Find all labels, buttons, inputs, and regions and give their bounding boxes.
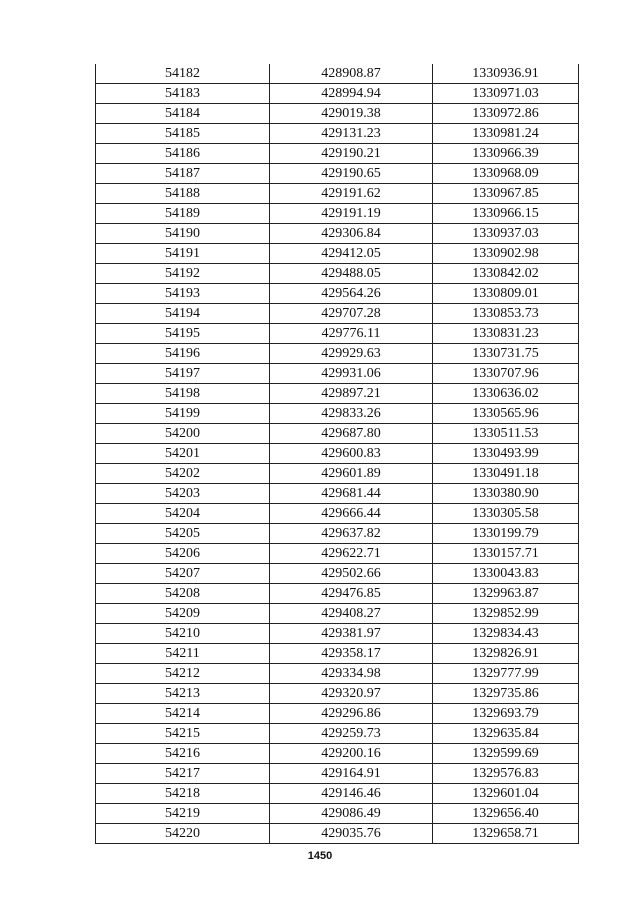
x-coordinate-cell: 429564.26: [270, 284, 433, 304]
table-row: [96, 604, 579, 624]
table-row: [96, 764, 579, 784]
x-coordinate-cell: 429637.82: [270, 524, 433, 544]
point-id-cell: 54201: [96, 444, 270, 464]
y-coordinate-cell: 1330199.79: [433, 524, 579, 544]
table-row: [96, 724, 579, 744]
x-coordinate-cell: 429687.80: [270, 424, 433, 444]
x-coordinate-cell: 429200.16: [270, 744, 433, 764]
point-id-cell: 54193: [96, 284, 270, 304]
table-row: [96, 244, 579, 264]
y-coordinate-cell: 1329656.40: [433, 804, 579, 824]
y-coordinate-cell: 1329576.83: [433, 764, 579, 784]
x-coordinate-cell: 429833.26: [270, 404, 433, 424]
point-id-cell: 54220: [96, 824, 270, 844]
y-coordinate-cell: 1329777.99: [433, 664, 579, 684]
y-coordinate-cell: 1330902.98: [433, 244, 579, 264]
table-row: [96, 164, 579, 184]
y-coordinate-cell: 1330831.23: [433, 324, 579, 344]
table-row: [96, 384, 579, 404]
point-id-cell: 54217: [96, 764, 270, 784]
point-id-cell: 54209: [96, 604, 270, 624]
y-coordinate-cell: 1329601.04: [433, 784, 579, 804]
x-coordinate-cell: 429296.86: [270, 704, 433, 724]
table-row: [96, 344, 579, 364]
y-coordinate-cell: 1330565.96: [433, 404, 579, 424]
x-coordinate-cell: 429488.05: [270, 264, 433, 284]
point-id-cell: 54207: [96, 564, 270, 584]
x-coordinate-cell: 429897.21: [270, 384, 433, 404]
point-id-cell: 54211: [96, 644, 270, 664]
point-id-cell: 54182: [96, 64, 270, 84]
table-row: [96, 224, 579, 244]
point-id-cell: 54200: [96, 424, 270, 444]
point-id-cell: 54197: [96, 364, 270, 384]
point-id-cell: 54219: [96, 804, 270, 824]
x-coordinate-cell: 429334.98: [270, 664, 433, 684]
x-coordinate-cell: 429600.83: [270, 444, 433, 464]
point-id-cell: 54208: [96, 584, 270, 604]
table-row: [96, 124, 579, 144]
table-row: [96, 184, 579, 204]
y-coordinate-cell: 1330380.90: [433, 484, 579, 504]
y-coordinate-cell: 1330493.99: [433, 444, 579, 464]
x-coordinate-cell: 429412.05: [270, 244, 433, 264]
x-coordinate-cell: 429086.49: [270, 804, 433, 824]
table-row: [96, 704, 579, 724]
y-coordinate-cell: 1330731.75: [433, 344, 579, 364]
y-coordinate-cell: 1330966.39: [433, 144, 579, 164]
point-id-cell: 54218: [96, 784, 270, 804]
y-coordinate-cell: 1330157.71: [433, 544, 579, 564]
point-id-cell: 54187: [96, 164, 270, 184]
x-coordinate-cell: 429190.65: [270, 164, 433, 184]
table-row: [96, 744, 579, 764]
coordinate-table: [95, 64, 579, 844]
table-row: [96, 444, 579, 464]
point-id-cell: 54195: [96, 324, 270, 344]
x-coordinate-cell: 428908.87: [270, 64, 433, 84]
y-coordinate-cell: 1330967.85: [433, 184, 579, 204]
x-coordinate-cell: 429019.38: [270, 104, 433, 124]
point-id-cell: 54216: [96, 744, 270, 764]
table-row: [96, 624, 579, 644]
y-coordinate-cell: 1330936.91: [433, 64, 579, 84]
x-coordinate-cell: 429476.85: [270, 584, 433, 604]
table-row: [96, 84, 579, 104]
table-row: [96, 424, 579, 444]
table-row: [96, 364, 579, 384]
x-coordinate-cell: 429408.27: [270, 604, 433, 624]
table-row: [96, 404, 579, 424]
point-id-cell: 54212: [96, 664, 270, 684]
y-coordinate-cell: 1330809.01: [433, 284, 579, 304]
table-row: [96, 664, 579, 684]
point-id-cell: 54204: [96, 504, 270, 524]
x-coordinate-cell: 428994.94: [270, 84, 433, 104]
x-coordinate-cell: 429306.84: [270, 224, 433, 244]
y-coordinate-cell: 1329735.86: [433, 684, 579, 704]
table-row: [96, 284, 579, 304]
table-row: [96, 644, 579, 664]
point-id-cell: 54203: [96, 484, 270, 504]
table-row: [96, 804, 579, 824]
table-row: [96, 564, 579, 584]
point-id-cell: 54191: [96, 244, 270, 264]
point-id-cell: 54206: [96, 544, 270, 564]
y-coordinate-cell: 1330707.96: [433, 364, 579, 384]
x-coordinate-cell: 429191.62: [270, 184, 433, 204]
x-coordinate-cell: 429164.91: [270, 764, 433, 784]
point-id-cell: 54199: [96, 404, 270, 424]
point-id-cell: 54210: [96, 624, 270, 644]
y-coordinate-cell: 1330971.03: [433, 84, 579, 104]
point-id-cell: 54188: [96, 184, 270, 204]
y-coordinate-cell: 1330305.58: [433, 504, 579, 524]
y-coordinate-cell: 1330981.24: [433, 124, 579, 144]
x-coordinate-cell: 429666.44: [270, 504, 433, 524]
point-id-cell: 54196: [96, 344, 270, 364]
coordinate-table-body: [96, 64, 579, 844]
y-coordinate-cell: 1330842.02: [433, 264, 579, 284]
x-coordinate-cell: 429035.76: [270, 824, 433, 844]
page-number: 1450: [307, 850, 333, 862]
point-id-cell: 54184: [96, 104, 270, 124]
point-id-cell: 54189: [96, 204, 270, 224]
x-coordinate-cell: 429358.17: [270, 644, 433, 664]
y-coordinate-cell: 1330043.83: [433, 564, 579, 584]
table-row: [96, 304, 579, 324]
y-coordinate-cell: 1330972.86: [433, 104, 579, 124]
x-coordinate-cell: 429381.97: [270, 624, 433, 644]
point-id-cell: 54205: [96, 524, 270, 544]
table-row: [96, 64, 579, 84]
point-id-cell: 54214: [96, 704, 270, 724]
table-row: [96, 264, 579, 284]
point-id-cell: 54215: [96, 724, 270, 744]
y-coordinate-cell: 1330636.02: [433, 384, 579, 404]
table-row: [96, 544, 579, 564]
point-id-cell: 54192: [96, 264, 270, 284]
y-coordinate-cell: 1330937.03: [433, 224, 579, 244]
table-row: [96, 104, 579, 124]
table-row: [96, 464, 579, 484]
x-coordinate-cell: 429190.21: [270, 144, 433, 164]
point-id-cell: 54202: [96, 464, 270, 484]
table-row: [96, 324, 579, 344]
point-id-cell: 54183: [96, 84, 270, 104]
point-id-cell: 54185: [96, 124, 270, 144]
y-coordinate-cell: 1330511.53: [433, 424, 579, 444]
table-row: [96, 504, 579, 524]
point-id-cell: 54190: [96, 224, 270, 244]
point-id-cell: 54198: [96, 384, 270, 404]
table-row: [96, 824, 579, 844]
table-row: [96, 584, 579, 604]
table-row: [96, 684, 579, 704]
table-row: [96, 524, 579, 544]
table-row: [96, 144, 579, 164]
point-id-cell: 54186: [96, 144, 270, 164]
y-coordinate-cell: 1330853.73: [433, 304, 579, 324]
x-coordinate-cell: 429502.66: [270, 564, 433, 584]
y-coordinate-cell: 1330968.09: [433, 164, 579, 184]
table-row: [96, 784, 579, 804]
x-coordinate-cell: 429146.46: [270, 784, 433, 804]
x-coordinate-cell: 429131.23: [270, 124, 433, 144]
x-coordinate-cell: 429601.89: [270, 464, 433, 484]
x-coordinate-cell: 429707.28: [270, 304, 433, 324]
y-coordinate-cell: 1329834.43: [433, 624, 579, 644]
y-coordinate-cell: 1329693.79: [433, 704, 579, 724]
y-coordinate-cell: 1329635.84: [433, 724, 579, 744]
x-coordinate-cell: 429259.73: [270, 724, 433, 744]
x-coordinate-cell: 429776.11: [270, 324, 433, 344]
y-coordinate-cell: 1329599.69: [433, 744, 579, 764]
table-row: [96, 484, 579, 504]
table-row: [96, 204, 579, 224]
point-id-cell: 54194: [96, 304, 270, 324]
y-coordinate-cell: 1329852.99: [433, 604, 579, 624]
y-coordinate-cell: 1330966.15: [433, 204, 579, 224]
x-coordinate-cell: 429191.19: [270, 204, 433, 224]
y-coordinate-cell: 1329658.71: [433, 824, 579, 844]
y-coordinate-cell: 1329826.91: [433, 644, 579, 664]
x-coordinate-cell: 429681.44: [270, 484, 433, 504]
x-coordinate-cell: 429320.97: [270, 684, 433, 704]
point-id-cell: 54213: [96, 684, 270, 704]
y-coordinate-cell: 1330491.18: [433, 464, 579, 484]
x-coordinate-cell: 429929.63: [270, 344, 433, 364]
y-coordinate-cell: 1329963.87: [433, 584, 579, 604]
x-coordinate-cell: 429622.71: [270, 544, 433, 564]
x-coordinate-cell: 429931.06: [270, 364, 433, 384]
